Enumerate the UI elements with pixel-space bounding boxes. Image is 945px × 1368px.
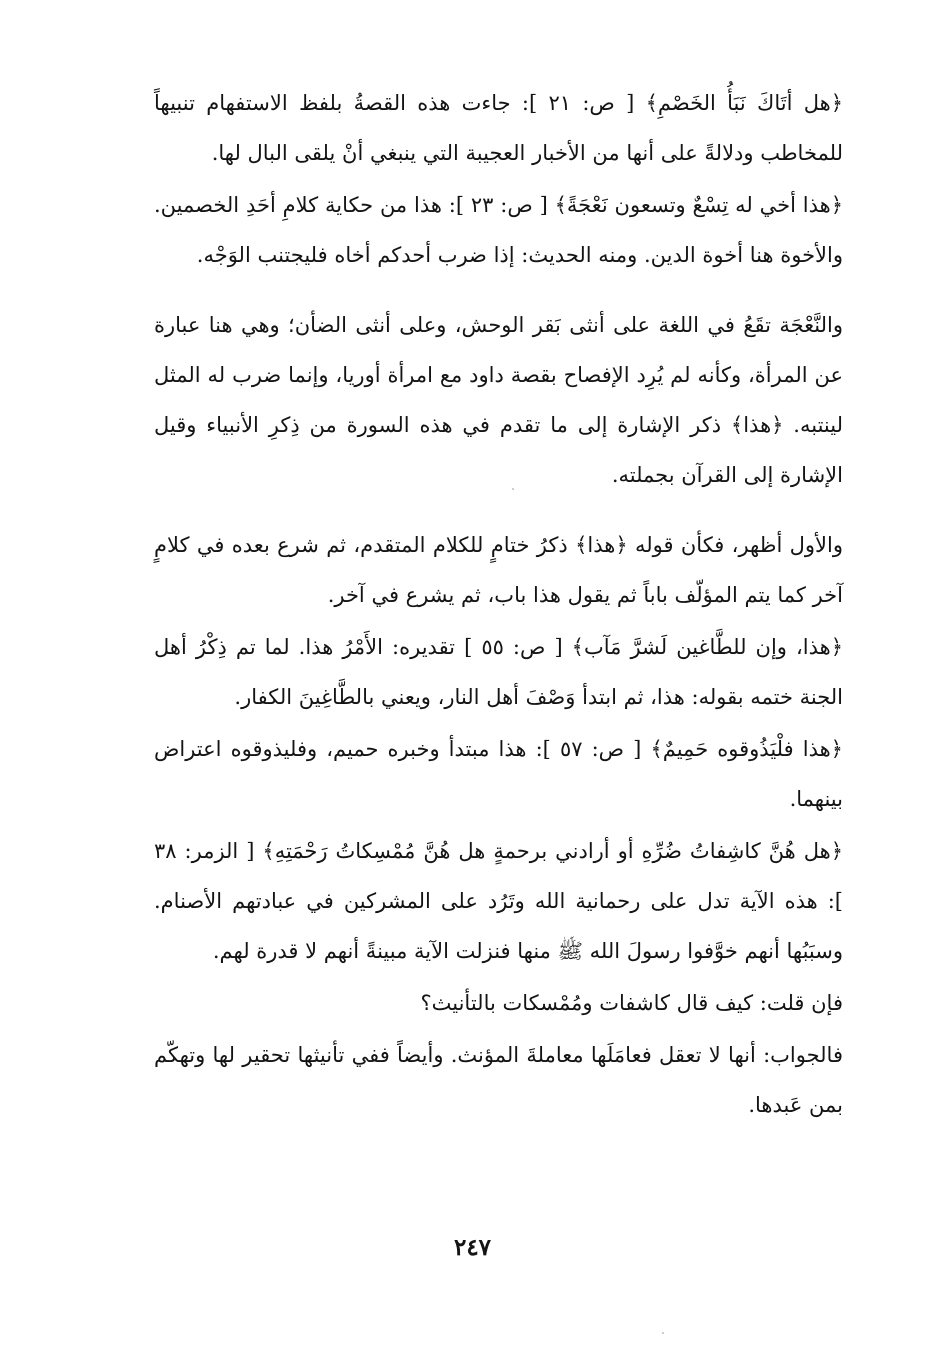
paragraph-hal-ataka: ﴿هل أتَاكَ نَبَأُ الخَصْمِ﴾ [ ص: ٢١ ]: جاءت هذه القصةُ بلفظ الاستفهام تنبيهاً للمخاطب ودلالةً على أنها من الأخبار العجيبة التي ينبغي أنْ يلقى البال لها. — [154, 91, 843, 165]
page-number: ٢٤٧ — [453, 1234, 492, 1261]
paragraph-hadha-akhi: ﴿هذا أخي له تِسْعٌ وتسعون نَعْجَةً﴾ [ ص: ٢٣ ]: هذا من حكاية كلامِ أحَدِ الخصمين. والأخوة هنا أخوة الدين. ومنه الحديث: إذا ضرب أحدكم أخاه فليجتنب الوَجْه. — [154, 193, 843, 267]
paragraph-al-awwal: والأول أظهر، فكأن قوله ﴿هذا﴾ ذكرُ ختامٍ للكلام المتقدم، ثم شرع بعده في كلامٍ آخر كما يتم المؤلّف باباً ثم يقول هذا باب، ثم يشرع في آخر. — [154, 533, 843, 607]
scan-speck — [512, 488, 514, 490]
paragraph-lil-taghin: ﴿هذا، وإن للطَّاغين لَشرَّ مَآب﴾ [ ص: ٥٥ ] تقديره: الأَمْرُ هذا. لما تم ذِكْرُ أهل الجنة ختمه بقوله: هذا، ثم ابتدأ وَصْفَ أهل النار، ويعني بالطَّاغِينَ الكفار. — [154, 635, 843, 709]
paragraph-naja: والنَّعْجَة تقَعُ في اللغة على أنثى بَقر الوحش، وعلى أنثى الضأن؛ وهي هنا عبارة عن المرأة، وكأنه لم يُرِد الإفصاح بقصة داود مع امرأة أوريا، وإنما ضرب له المثل لينتبه. ﴿هذا﴾ ذكر الإشارة إلى ما تقدم في هذه السورة من ذِكرِ الأنبياء وقيل الإشارة إلى القرآن بجملته. — [154, 313, 843, 487]
scan-speck — [662, 1332, 664, 1334]
paragraph-falyadhuquh: ﴿هذا فلْيَذُوقوه حَمِيمٌ﴾ [ ص: ٥٧ ]: هذا مبتدأ وخبره حميم، وفليذوقوه اعتراض بينهما. — [154, 737, 843, 811]
paragraph-kashifat: ﴿هل هُنَّ كاشِفاتُ ضُرِّهِ أو أرادني برحمةٍ هل هُنَّ مُمْسِكاتُ رَحْمَتِهِ﴾ [ الزمر: ٣٨ ]: هذه الآية تدل على رحمانية الله وتَرُد على المشركين في عبادتهم الأصنام. وسبَبُها أنهم خوَّفوا رسولَ الله ﷺ منها فنزلت الآية مبينةً أنهم لا قدرة لهم. — [154, 839, 843, 963]
paragraph-answer: فالجواب: أنها لا تعقل فعامَلَها معاملةَ المؤنث. وأيضاً ففي تأنيثها تحقير لها وتهكّم بمن عَبدها. — [154, 1043, 843, 1117]
paragraph-question: فإن قلت: كيف قال كاشفات ومُمْسكات بالتأنيث؟ — [420, 991, 843, 1015]
